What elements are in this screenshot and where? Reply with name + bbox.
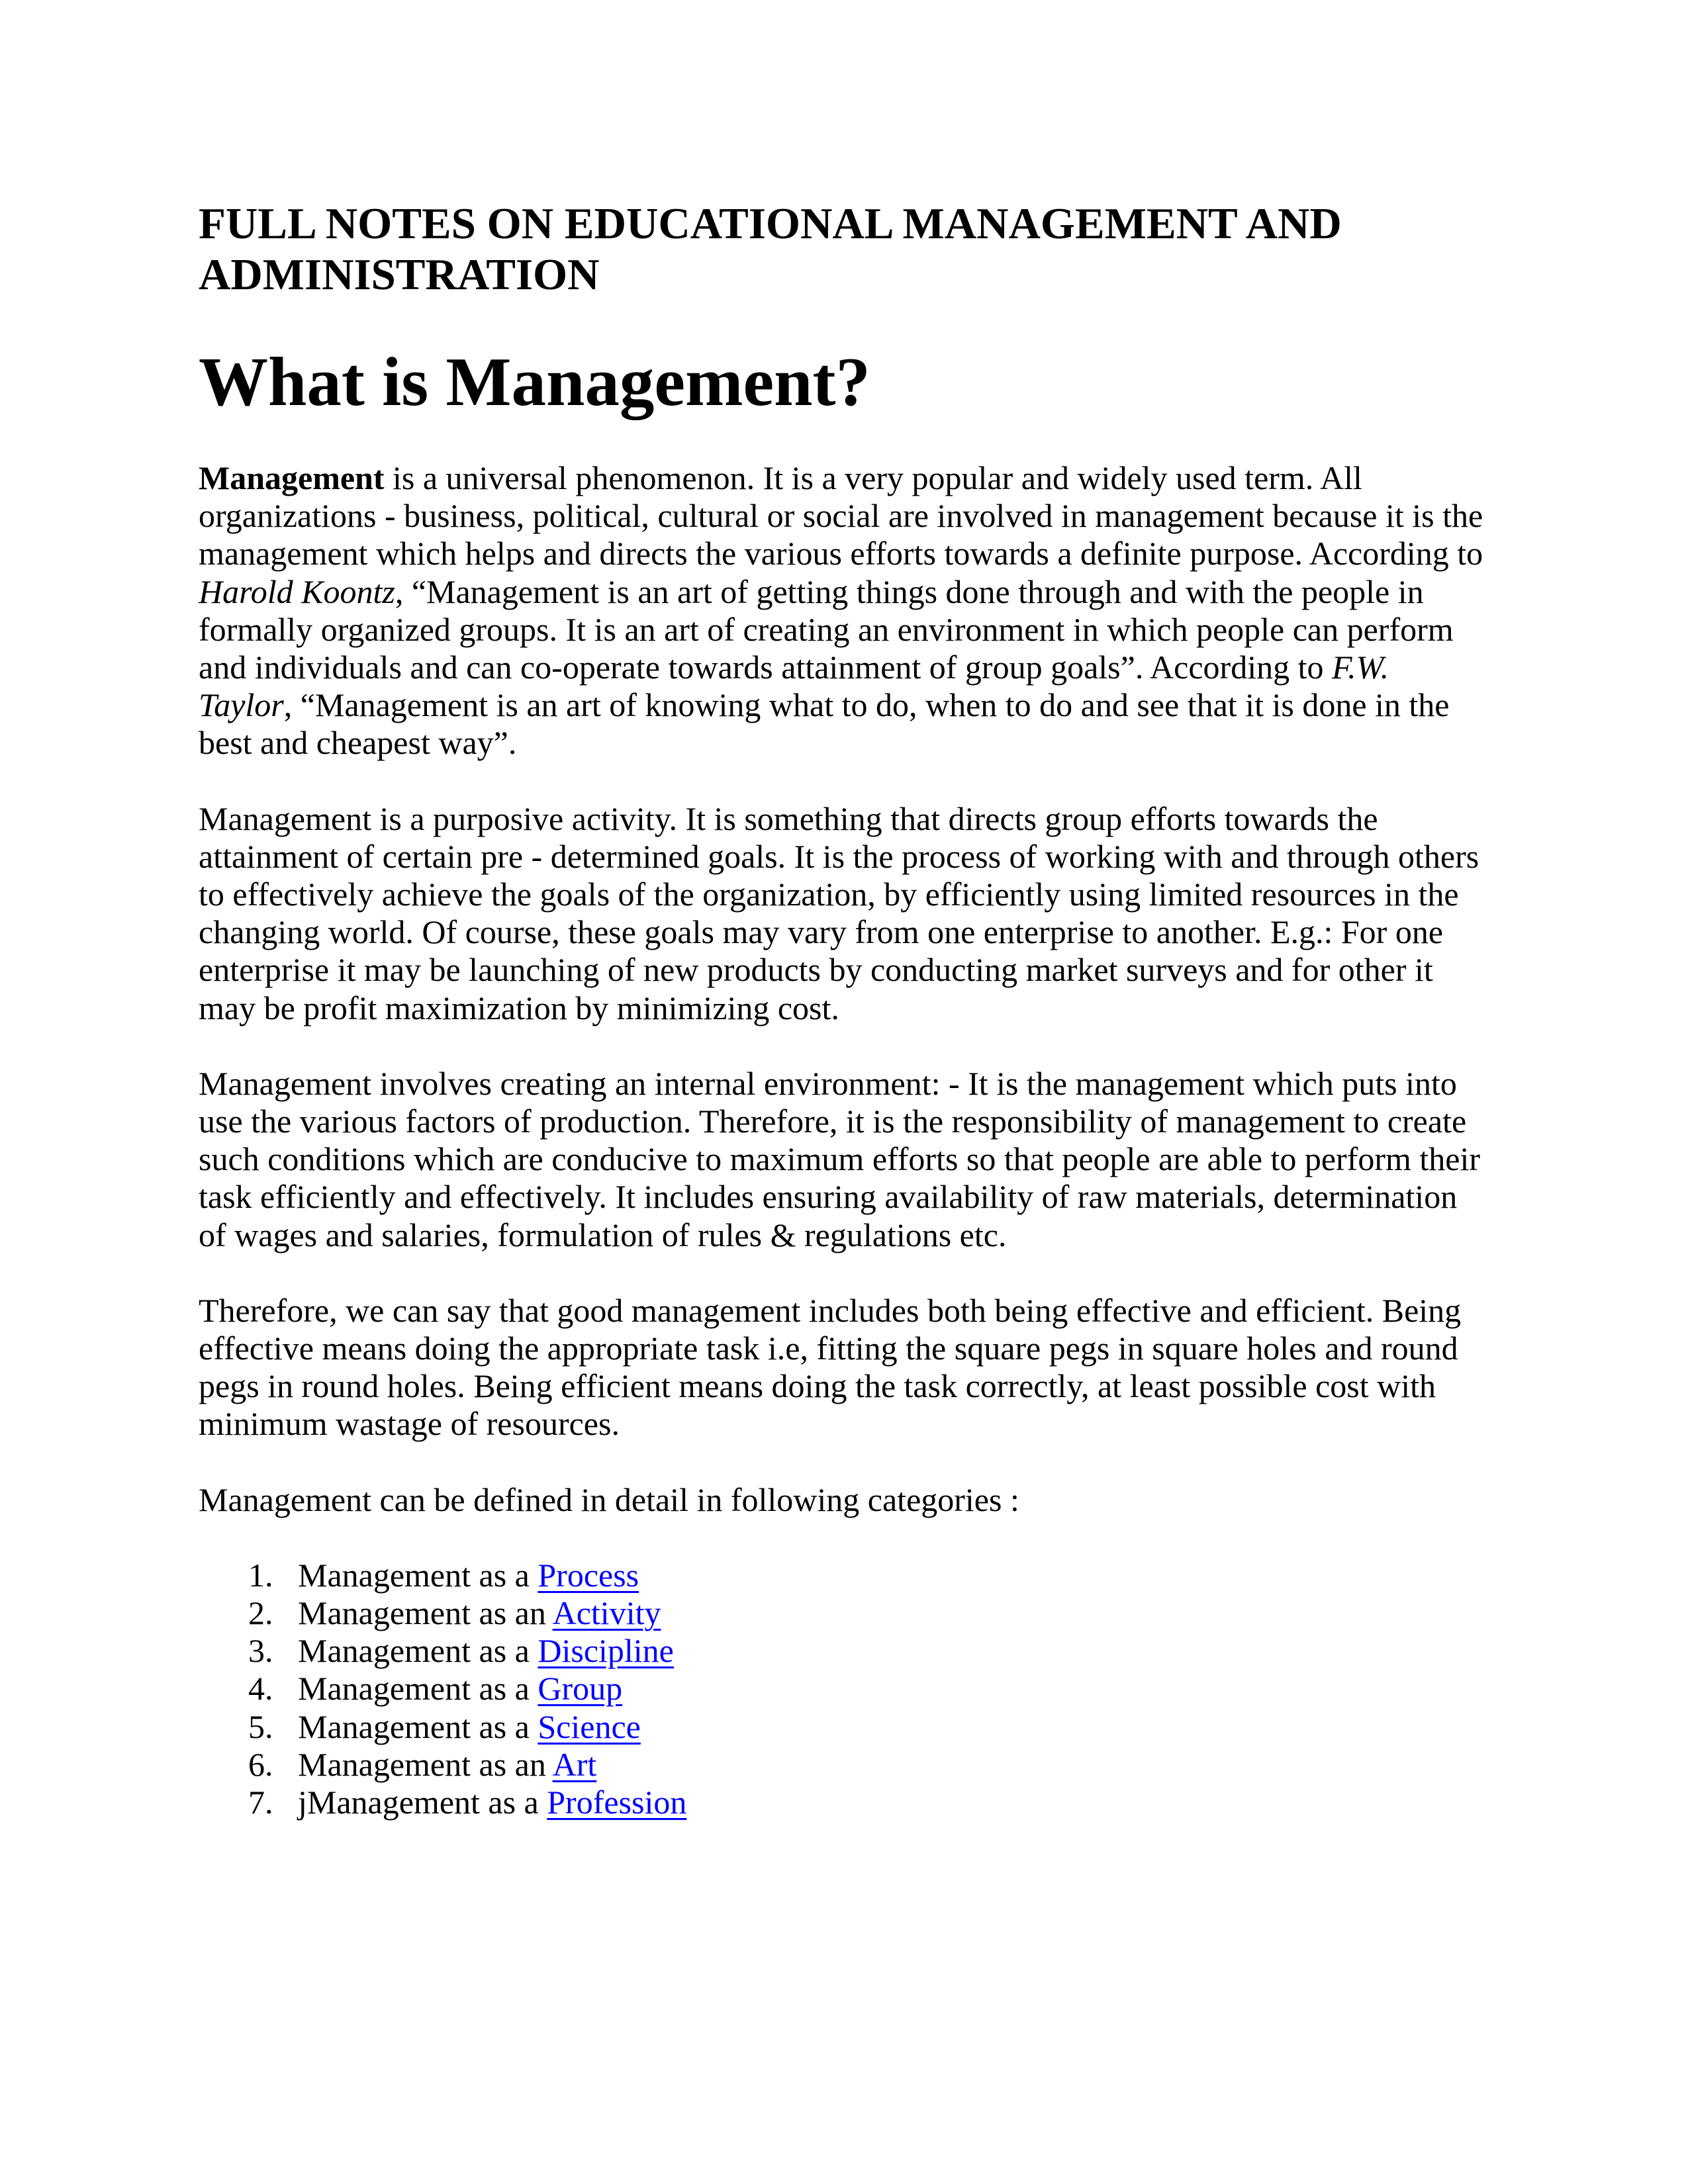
list-item: [199, 1708, 1489, 1746]
list-item: [199, 1670, 1489, 1707]
list-item-prefix: Management as a: [298, 1632, 538, 1670]
document-heading: FULL NOTES ON EDUCATIONAL MANAGEMENT AND ADMINISTRATION: [199, 199, 1342, 299]
category-list: [199, 1557, 1489, 1821]
list-intro: Management can be defined in detail in following categories :: [199, 1480, 1019, 1518]
list-item-prefix: Management as a: [298, 1556, 538, 1594]
list-item-prefix: Management as a: [298, 1670, 538, 1707]
link-group[interactable]: Group: [538, 1670, 623, 1707]
italic-run: F.W. Taylor: [199, 649, 1389, 724]
link-process[interactable]: Process: [538, 1556, 639, 1594]
link-discipline[interactable]: Discipline: [538, 1632, 674, 1670]
link-activity[interactable]: Activity: [552, 1594, 661, 1632]
list-number: 5.: [248, 1707, 273, 1745]
section-title: What is Management?: [199, 343, 870, 420]
list-item-prefix: Management as a: [298, 1707, 538, 1745]
list-number: 4.: [248, 1670, 273, 1707]
list-item: [199, 1557, 1489, 1594]
list-item-prefix: Management as an: [298, 1745, 553, 1783]
paragraph: [199, 800, 1489, 1027]
list-item: [199, 1632, 1489, 1670]
list-number: 2.: [248, 1594, 273, 1632]
text-run: Therefore, we can say that good management includes both being effective and efficient. Being effective means doing the appropriate task i.e, fitting the square pegs in square holes and round pegs in round holes. Being efficient means doing the task correctly, at least possible cost with minimum wastage of resources.: [199, 1291, 1462, 1443]
italic-run: Harold Koontz: [199, 572, 395, 610]
paragraph: [199, 1292, 1489, 1443]
text-run: Management is a purposive activity. It is something that directs group efforts towards the attainment of certain pre - determined goals. It is the process of working with and through others to effectively achieve the goals of the organization, by efficiently using limited resources in the changing world. Of course, these goals may vary from one enterprise to another. E.g.: For one enterprise it may be launching of new products by conducting market surveys and for other it may be profit maximization by minimizing cost.: [199, 799, 1479, 1026]
link-profession[interactable]: Profession: [547, 1784, 687, 1821]
paragraphs: [199, 459, 1489, 1443]
list-number: 3.: [248, 1632, 273, 1670]
text-run: Management involves creating an internal environment: - It is the management which puts into use the various factors of production. Therefore, it is the responsibility of management to create such conditions which are conducive to maximum efforts so that people are able to perform their task efficiently and effectively. It includes ensuring availability of raw materials, determination of wages and salaries, formulation of rules & regulations etc.: [199, 1064, 1480, 1253]
list-item: [199, 1784, 1489, 1821]
text-run: , “Management is an art of knowing what to do, when to do and see that it is done in the best and cheapest way”.: [199, 686, 1450, 762]
paragraph: [199, 459, 1489, 762]
list-item: [199, 1746, 1489, 1784]
document-content: [199, 199, 1489, 1821]
list-item: [199, 1594, 1489, 1632]
list-number: 6.: [248, 1745, 273, 1783]
text-run: is a universal phenomenon. It is a very popular and widely used term. All organizations - business, political, cultural or social are involved in management because it is the management which helps and directs the various efforts towards a definite purpose. According to: [199, 459, 1483, 572]
list-number: 7.: [248, 1784, 273, 1821]
link-art[interactable]: Art: [552, 1745, 597, 1783]
list-item-prefix: Management as an: [298, 1594, 553, 1632]
text-run: , “Management is an art of getting things done through and with the people in formally organized groups. It is an art of creating an environment in which people can perform and individuals and can co-operate towards attainment of group goals”. According to: [199, 572, 1454, 686]
paragraph: [199, 1065, 1489, 1254]
list-item-prefix: jManagement as a: [298, 1784, 547, 1821]
list-number: 1.: [248, 1556, 273, 1594]
bold-run: Management: [199, 459, 385, 496]
link-science[interactable]: Science: [538, 1707, 641, 1745]
